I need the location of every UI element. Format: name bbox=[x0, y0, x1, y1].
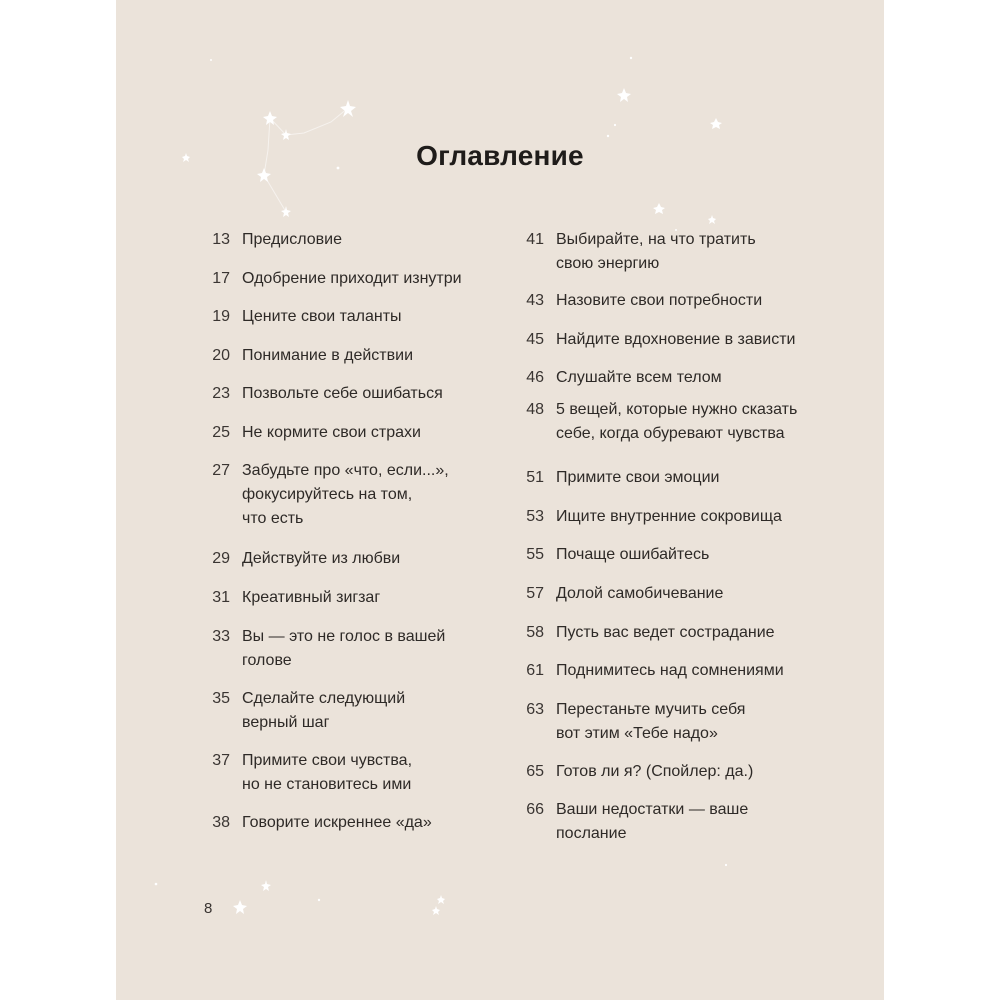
toc-entry-title: Готов ли я? (Спойлер: да.) bbox=[556, 763, 754, 780]
toc-page-number: 13 bbox=[212, 231, 230, 248]
toc-entry bbox=[510, 760, 830, 798]
toc-entry-title: Креативный зигзаг bbox=[242, 589, 381, 606]
toc-entry bbox=[510, 505, 830, 543]
toc-page-number: 43 bbox=[526, 292, 544, 309]
toc-entry-title: Говорите искреннее «да» bbox=[242, 814, 432, 831]
toc-page-number: 46 bbox=[526, 369, 544, 386]
toc-entry-title: Примите свои эмоции bbox=[556, 469, 720, 486]
toc-entry bbox=[510, 582, 830, 621]
toc-entry bbox=[196, 305, 496, 344]
toc-entry bbox=[196, 267, 496, 305]
page-title: Оглавление bbox=[416, 140, 584, 171]
toc-entry-title: Ваши недостатки — ваше послание bbox=[556, 801, 749, 842]
toc-page-number: 33 bbox=[212, 628, 230, 645]
toc-entry bbox=[196, 586, 496, 625]
toc-entry bbox=[510, 398, 830, 466]
toc-page-number: 19 bbox=[212, 308, 230, 325]
toc-page-number: 66 bbox=[526, 801, 544, 818]
toc-page-number: 35 bbox=[212, 690, 230, 707]
toc-entry bbox=[196, 811, 496, 841]
toc-page-number: 27 bbox=[212, 462, 230, 479]
toc-entry-title: Одобрение приходит изнутри bbox=[242, 270, 462, 287]
toc-page-number: 31 bbox=[212, 589, 230, 606]
toc-page-number: 17 bbox=[212, 270, 230, 287]
toc-page-number: 29 bbox=[212, 550, 230, 567]
toc-entry bbox=[196, 228, 496, 267]
toc-entry-title: Позвольте себе ошибаться bbox=[242, 385, 443, 402]
toc-entry bbox=[510, 543, 830, 582]
toc-entry bbox=[510, 228, 830, 289]
toc-entry-title: Забудьте про «что, если...», фокусируйтесь на том, что есть bbox=[242, 462, 449, 527]
toc-entry-title: Не кормите свои страхи bbox=[242, 424, 421, 441]
toc-page-number: 37 bbox=[212, 752, 230, 769]
toc-page-number: 57 bbox=[526, 585, 544, 602]
toc-entry bbox=[196, 749, 496, 811]
toc-entry bbox=[196, 625, 496, 687]
toc-page-number: 20 bbox=[212, 347, 230, 364]
toc-right-column bbox=[510, 228, 830, 848]
toc-entry-title: Выбирайте, на что тратить свою энергию bbox=[556, 231, 756, 272]
toc-left-column bbox=[196, 228, 496, 841]
toc-entry bbox=[196, 459, 496, 547]
toc-page-number: 51 bbox=[526, 469, 544, 486]
toc-page-number: 58 bbox=[526, 624, 544, 641]
toc-page-number: 41 bbox=[526, 231, 544, 248]
toc-entry-title: Поднимитесь над сомнениями bbox=[556, 662, 784, 679]
toc-entry bbox=[510, 698, 830, 760]
toc-page-number: 55 bbox=[526, 546, 544, 563]
toc-page-number: 38 bbox=[212, 814, 230, 831]
toc-entry-title: Слушайте всем телом bbox=[556, 369, 722, 386]
toc-entry bbox=[510, 798, 830, 848]
toc-entry-title: Цените свои таланты bbox=[242, 308, 402, 325]
toc-entry bbox=[510, 366, 830, 398]
toc-entry bbox=[196, 547, 496, 586]
toc-entry-title: Почаще ошибайтесь bbox=[556, 546, 710, 563]
toc-entry bbox=[510, 659, 830, 698]
toc-entry-title: Сделайте следующий верный шаг bbox=[242, 690, 406, 731]
toc-page-number: 53 bbox=[526, 508, 544, 525]
toc-page-number: 25 bbox=[212, 424, 230, 441]
toc-entry-title: Примите свои чувства, но не становитесь ими bbox=[242, 752, 413, 793]
book-page bbox=[116, 0, 884, 1000]
toc-entry bbox=[510, 289, 830, 328]
toc-page-number: 45 bbox=[526, 331, 544, 348]
toc-entry-title: Долой самобичевание bbox=[556, 585, 724, 602]
page-number: 8 bbox=[204, 900, 213, 917]
toc-entry-title: Найдите вдохновение в зависти bbox=[556, 331, 796, 348]
toc-entry-title: Перестаньте мучить себя вот этим «Тебе надо» bbox=[556, 701, 746, 742]
toc-entry-title: 5 вещей, которые нужно сказать себе, когда обуревают чувства bbox=[556, 401, 798, 442]
toc-page-number: 65 bbox=[526, 763, 544, 780]
toc-entry-title: Понимание в действии bbox=[242, 347, 414, 364]
toc-entry-title: Назовите свои потребности bbox=[556, 292, 763, 309]
toc-entry bbox=[196, 344, 496, 382]
toc-entry bbox=[196, 687, 496, 749]
toc-page-number: 23 bbox=[212, 385, 230, 402]
toc-entry bbox=[196, 382, 496, 421]
toc-entry bbox=[510, 621, 830, 659]
toc-page-number: 48 bbox=[526, 401, 544, 418]
toc-entry bbox=[510, 466, 830, 505]
toc-entry bbox=[510, 328, 830, 366]
toc-entry-title: Пусть вас ведет сострадание bbox=[556, 624, 775, 641]
toc-page-number: 61 bbox=[526, 662, 544, 679]
toc-entry-title: Предисловие bbox=[242, 231, 342, 248]
toc-entry-title: Ищите внутренние сокровища bbox=[556, 508, 782, 525]
toc-entry-title: Действуйте из любви bbox=[242, 550, 401, 567]
toc-page-number: 63 bbox=[526, 701, 544, 718]
toc-entry bbox=[196, 421, 496, 459]
toc-entry-title: Вы — это не голос в вашей голове bbox=[242, 628, 446, 669]
